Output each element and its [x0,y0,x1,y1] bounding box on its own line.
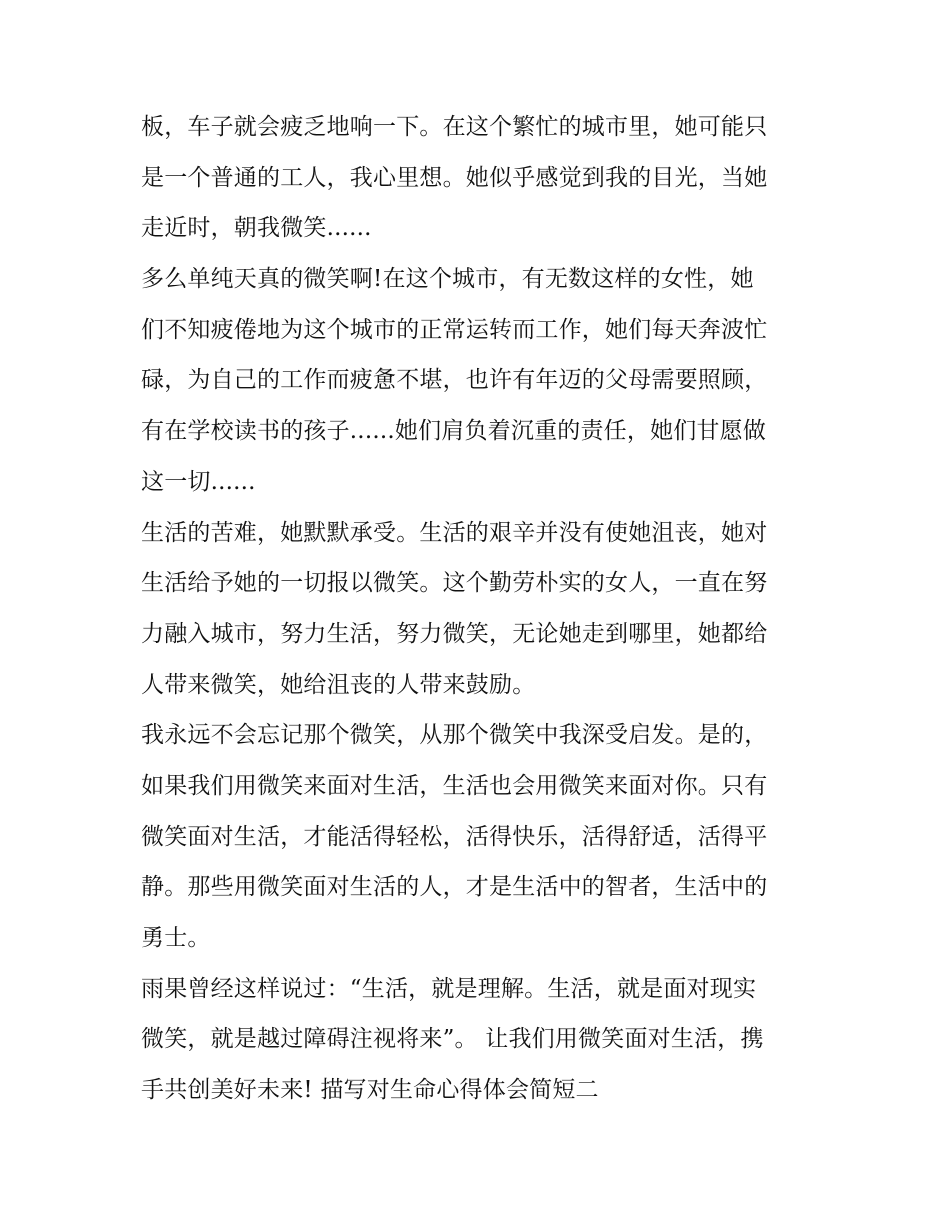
text-line: 有在学校读书的孩子......她们肩负着沉重的责任，她们甘愿做 [141,418,767,445]
text-line: 我永远不会忘记那个微笑，从那个微笑中我深受启发。是的， [141,722,768,749]
text-line: 雨果曾经这样说过：“生活，就是理解。生活，就是面对现实 [141,975,757,1002]
text-line: 板，车子就会疲乏地响一下。在这个繁忙的城市里，她可能只 [141,114,768,140]
body-text [141,102,821,1116]
text-line: 生活给予她的一切报以微笑。这个勤劳朴实的女人，一直在努 [141,570,768,597]
text-line: 微笑，就是越过障碍注视将来”。 让我们用微笑面对生活，携 [141,1026,764,1053]
text-line: 碌，为自己的工作而疲惫不堪，也许有年迈的父母需要照顾， [141,367,768,394]
text-line: 人带来微笑，她给沮丧的人带来鼓励。 [141,671,536,698]
text-line: 力融入城市，努力生活，努力微笑，无论她走到哪里，她都给 [141,620,768,647]
text-line: 勇士。 [141,925,211,951]
text-line: 多么单纯天真的微笑啊!在这个城市，有无数这样的女性，她 [141,266,754,293]
text-line: 如果我们用微笑来面对生活，生活也会用微笑来面对你。只有 [141,772,768,799]
text-line: 生活的苦难，她默默承受。生活的艰辛并没有使她沮丧，她对 [141,519,768,546]
text-line: 走近时，朝我微笑...... [141,215,372,242]
text-line: 这一切...... [141,468,256,495]
text-line: 们不知疲倦地为这个城市的正常运转而工作，她们每天奔波忙 [141,316,768,343]
text-line: 是一个普通的工人，我心里想。她似乎感觉到我的目光，当她 [141,164,768,191]
text-line: 微笑面对生活，才能活得轻松，活得快乐，活得舒适，活得平 [141,823,768,850]
text-line: 静。那些用微笑面对生活的人，才是生活中的智者，生活中的 [141,874,768,901]
text-line: 手共创美好未来! 描写对生命心得体会简短二 [141,1077,599,1104]
